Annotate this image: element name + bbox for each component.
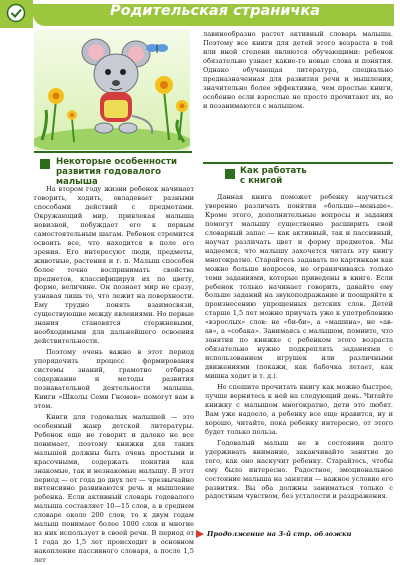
right-column-top xyxy=(203,30,393,111)
section2-heading-line2: с книгой xyxy=(240,176,283,186)
section1-heading xyxy=(56,157,196,187)
section2-heading xyxy=(240,166,380,186)
paragraph: Не спешите прочитать книгу как можно быстрее, лучше вернитесь к ней на следующий день. Читайте книжку с малышом многократно, дети это любят. Вам уже надоело, а ребенку все еще нравится, ну и хорошо, читайте, пока ребенку интересно, от этого будет только польза. xyxy=(205,383,393,436)
paragraph: Поэтому очень важно в этот период упорядочить процесс формирования системы знаний, грамотно отбирая содержание и методы развития познавательной деятельности малыша. Книги «Школы Семи Гномов» помогут вам в этом. xyxy=(34,348,194,410)
heading-rule xyxy=(34,151,192,153)
right-column-bottom xyxy=(205,193,393,501)
section1-heading-line2: развития годовалого малыша xyxy=(56,167,161,187)
left-column xyxy=(34,185,194,565)
paragraph: Годовалый малыш не в состоянии долго удерживать внимание, заканчивайте занятие до того, как оно наскучит ребенку. Старайтесь, чтобы ему было интересно. Радостное, эмоциональное состояние малыша на занятии — важное условие его развития. Вы оба должны заниматься только с радостным чувством, без усталости и раздражения. xyxy=(205,438,393,501)
heading-bullet-icon xyxy=(225,169,235,179)
page-title: Родительская страничка xyxy=(110,3,320,19)
checkmark-badge-icon xyxy=(6,3,26,23)
continuation-note: Продолжение на 3-й стр. обложки xyxy=(207,530,352,538)
mouse-with-flowers-icon xyxy=(34,30,190,150)
paragraph: На втором году жизни ребенок начинает говорить, ходить, овладевает разными способами действий с предметами. Окружающий мир, привлекая малыша новизной, побуждает его к первым самостоятельным шагам. Ребенок стремится освоить все, что находится в поле его зрения. Его интересуют люди, предметы, животные, растения и т. п. Малыш способен более точно воспринимать свойства предметов, классифицируя их по цвету, форме, величине. Он познает мир не сразу, узнавая лишь то, что лежит на поверхности. Ему трудно понять взаимосвязи, существующие между явлениями. Но первые знания становятся стержневыми, необходимыми для дальнейшего освоения действительности. xyxy=(34,185,194,346)
section2-heading-line1: Как работать xyxy=(240,166,307,176)
heading-bullet-icon xyxy=(40,159,50,169)
paragraph: Данная книга поможет ребенку научиться уверенно различать понятия «больше—меньше». Кроме этого, дополнительные вопросы и задания помогут малышу существенно расширить свой словарный запас — как активный, так и пассивный, научат различать цвет и форму предметов. Мы надеемся, что малышу захочется читать эту книгу многократно. Старайтесь задавать по картинкам как можно больше вопросов, не ограничиваясь только теми заданиями, которые приведены в книге. Если ребенок только начинает говорить, давайте ему больше заданий на звукоподражание и поощряйте к произнесению упрощенных детских слов. Детей старше 1,5 лет можно приучать уже к употреблению «взрослых» слов: не «би-би», а «машина», не «ав-ав», а «собака». Занимаясь с малышом, помните, что занятия по книжке с ребенком этого возраста обязательно нужно подкреплять заданиями с использованием игрушек или различными движениями (покажи, как бабочка летает, как мишка ходит и т. д.). xyxy=(205,193,393,381)
header-side-block xyxy=(0,0,33,28)
paragraph: лавинообразно растет активный словарь малыша. Поэтому все книги для детей этого возраста в той или иной степени являются обучающими: ребенок обязательно узнает какие-то новые слова и понятия. Однако обучающая литература, специально предназначенная для развития речи и мышления, значительно более эффективна, чем простые книги, особенно если взрослые не просто прочитают их, но и позанимаются с малышом. xyxy=(203,30,393,110)
paragraph: Книги для годовалых малышей — это особенный жанр детской литературы. Ребенок еще не говорит и далеко не все понимает, поэтому книжки для таких малышей должны быть очень простыми и красочными, содержать понятия как знакомые, так и незнакомые малышу. В этот период — от года до двух лет — чрезвычайно интенсивно развиваются речь и мышление ребенка. Если активный словарь годовалого малыша составляет 10—15 слов, а в среднем словаре около 200 слов, то к двум годам малыш понимает более 1000 слов и многие из них использует в своей речи. В период от 1 года до 1,5 лет происходит в основном накопление пассивного словаря, а после 1,5 лет xyxy=(34,412,194,565)
section1-heading-line1: Некоторые особенности xyxy=(56,157,177,167)
heading-rule xyxy=(203,162,393,164)
mouse-illustration xyxy=(34,30,190,150)
arrow-right-icon xyxy=(196,530,204,538)
